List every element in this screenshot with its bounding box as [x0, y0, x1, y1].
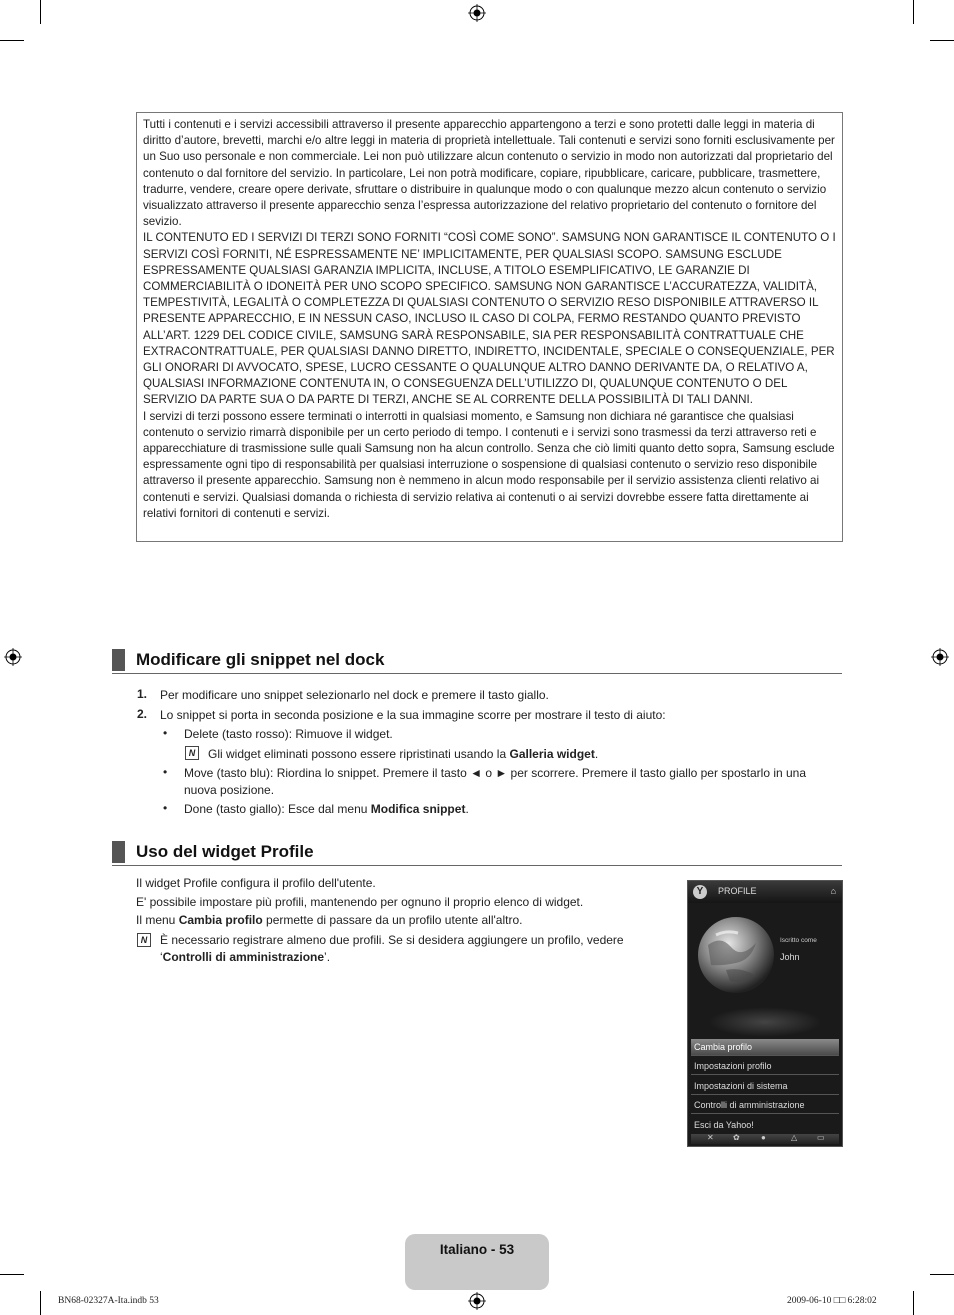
profile-widget-screenshot: [687, 880, 843, 1147]
bullet-text: Move (tasto blu): Riordina lo snippet. Premere il tasto ◄ o ► per scorrere. Premere il tasto giallo per spostarlo in una: [184, 766, 807, 780]
bullet: •: [163, 765, 168, 779]
disclaimer-paragraph: IL CONTENUTO ED I SERVIZI DI TERZI SONO FORNITI “COSÌ COME SONO”. SAMSUNG NON GARANTISCE IL CONTENUTO O I SERVIZI COSÌ FORNITI, NÉ ESPRESSAMENTE NE’ IMPLICITAMENTE, PER QUALSIASI SCOPO. SAMSUNG ESCLUDE ESPRESSAMENTE QUALSIASI GARANZIA IMPLICITA, INCLUSE, A TITOLO ESEMPLIFICATIVO, LE GARANZIE DI COMMERCIABILITÀ O IDONEITÀ PER UNO SCOPO SPECIFICO. SAMSUNG NON GARANTISCE L’ACCURATEZZA, VALIDITÀ, TEMPESTIVITÀ, LEGALITÀ O COMPLETEZZA DI QUALSIASI CONTENUTO O SERVIZIO RESO DISPONIBILE ATTRAVERSO IL PRESENTE APPARECCHIO, E IN NESSUN CASO, INCLUSO IL CASO DI COLPA, FERMO RESTANDO QUANTO PREVISTO ALL’ART. 1229 DEL CODICE CIVILE, SAMSUNG SARÀ RESPONSABILE, SIA PER RESPONSABILITÀ CONTRATTUALE CHE EXTRACONTRATTUALE, PER QUALSIASI DANNO DIRETTO, INDIRETTO, INCIDENTALE, SPECIALE O CONSEQUENZIALE, PER GLI ONORARI DI AVVOCATO, SPESE, LUCRO CESSANTE O QUALUNQUE ALTRO DANNO DERIVANTE DA, O RELATIVO A, QUALSIASI INFORMAZIONE CONTENUTA IN, O CONSEGUENZA DELL’UTILIZZO DI, QUALUNQUE CONTENUTO O DEL SERVIZIO DA PARTE SUA O DA PARTE DI TERZI, ANCHE SE AL CORRENTE DELLA POSSIBILITÀ DI TALI DANNI.: [143, 231, 836, 407]
menu-item-cambia-profilo[interactable]: Cambia profilo: [691, 1039, 839, 1056]
crop-mark: [930, 1274, 954, 1275]
section-bar: [112, 841, 125, 863]
step-number: 2.: [137, 707, 148, 721]
note-icon: N: [185, 746, 199, 760]
step-text: Lo snippet si porta in seconda posizione e la sua immagine scorre per mostrare il testo di aiuto:: [160, 708, 666, 722]
yahoo-logo-icon: Y: [693, 885, 707, 899]
registration-mark-icon: [468, 1292, 486, 1310]
crop-mark: [0, 1274, 24, 1275]
print-date: 2009-06-10 □□ 6:28:02: [787, 1296, 877, 1306]
section-title: Modificare gli snippet nel dock: [136, 650, 385, 669]
globe-avatar-icon: [696, 915, 776, 995]
crop-mark: [930, 40, 954, 41]
tv-icon[interactable]: ▭: [817, 1133, 825, 1142]
page-number-tab: [405, 1234, 549, 1290]
registration-mark-icon: [4, 648, 22, 666]
bullet-text: Delete (tasto rosso): Rimuove il widget.: [184, 727, 393, 741]
section-header: [112, 649, 842, 674]
crop-mark: [913, 0, 914, 24]
up-icon[interactable]: △: [791, 1133, 798, 1142]
menu-item-esci-yahoo[interactable]: Esci da Yahoo!: [694, 1120, 754, 1130]
signed-in-label: Iscritto come: [780, 937, 817, 944]
body-text: Il menu Cambia profilo permette di passare da un profilo utente all'altro.: [136, 913, 523, 927]
section-title: Uso del widget Profile: [136, 842, 314, 861]
crop-mark: [40, 1291, 41, 1315]
section-header: [112, 841, 842, 866]
menu-item-impostazioni-sistema[interactable]: Impostazioni di sistema: [691, 1078, 839, 1095]
disclaimer-paragraph: Tutti i contenuti e i servizi accessibili attraverso il presente apparecchio appartengono a terzi e sono protetti dalle leggi in materia di diritto d’autore, brevetti, marchi e/o altre leggi in materia di proprietà intellettuale. Tali contenuti e servizi sono forniti esclusivamente per un Suo uso personale e non commerciale. Lei non può utilizzare alcun contenuto o servizio in modo non autorizzati dal proprietario del contenuto o dal fornitore del servizio. In particolare, Lei non potrà modificare, copiare, ripubblicare, caricare, pubblicare, trasmettere, tradurre, vendere, creare opere derivate, sfruttare o distribuire in qualunque modo o con qualunque mezzo alcun contenuto o servizio visualizzato attraverso il presente apparecchio senza l’espressa autorizzazione del relativo proprietario del contenuto o fornitore del sevizio.: [143, 118, 835, 229]
note-text: È necessario registrare almeno due profili. Se si desidera aggiungere un profilo, vedere: [160, 933, 624, 947]
bullet: •: [163, 726, 168, 740]
note-text: Gli widget eliminati possono essere ripristinati usando la Galleria widget.: [208, 747, 599, 761]
note-text: ‘Controlli di amministrazione’.: [160, 950, 331, 964]
profile-header: [688, 881, 842, 903]
crop-mark: [913, 1291, 914, 1315]
crop-mark: [0, 40, 24, 41]
body-text: E' possibile impostare più profili, mantenendo per ognuno il proprio elenco di widget.: [136, 895, 584, 909]
home-icon: ⌂: [830, 886, 836, 896]
menu-item-impostazioni-profilo[interactable]: Impostazioni profilo: [691, 1058, 839, 1075]
step-text: Per modificare uno snippet selezionarlo nel dock e premere il tasto giallo.: [160, 688, 549, 702]
body-text: Il widget Profile configura il profilo dell'utente.: [136, 876, 376, 890]
step-number: 1.: [137, 687, 148, 701]
section-bar: [112, 649, 125, 671]
dock-bar: [691, 1134, 839, 1144]
profile-header-title: PROFILE: [718, 886, 757, 896]
file-info: BN68-02327A-Ita.indb 53: [58, 1296, 159, 1306]
globe-reflection: [708, 1007, 822, 1037]
crop-mark: [40, 0, 41, 24]
close-icon[interactable]: ✕: [707, 1133, 714, 1142]
menu-item-controlli-amministrazione[interactable]: Controlli di amministrazione: [691, 1097, 839, 1114]
note-icon: N: [137, 933, 151, 947]
disclaimer-box: [136, 112, 843, 542]
registration-mark-icon: [931, 648, 949, 666]
profile-user-name: John: [780, 952, 800, 962]
page-number: Italiano - 53: [439, 1242, 515, 1257]
registration-mark-icon: [468, 4, 486, 22]
disclaimer-paragraph: I servizi di terzi possono essere terminati o interrotti in qualsiasi momento, e Samsung non dichiara né garantisce che qualsiasi contenuto o servizio rimarrà disponibile per un certo periodo di tempo. I contenuti e i servizi sono trasmessi da terzi attraverso reti e apparecchiature di trasmissione sulle quali Samsung non ha alcun controllo. Senza che ciò limiti quanto detto sopra, Samsung esclude espressamente ogni tipo di responsabilità per qualsiasi interruzione o sospensione di qualsiasi contenuto o servizio reso disponibile attraverso il presente apparecchio. Samsung non è nemmeno in alcun modo responsabile per il servizio assistenza clienti relativo ai contenuti e servizi. Qualsiasi domanda o richiesta di servizio relativa ai contenuti o ai servizi dovrebbe essere fatta direttamente ai relativi fornitori di contenuti e servizi.: [143, 409, 835, 520]
bullet-text: Done (tasto giallo): Esce dal menu Modifica snippet.: [184, 802, 469, 816]
bullet-text: nuova posizione.: [184, 783, 275, 797]
gear-icon[interactable]: ✿: [733, 1133, 740, 1142]
bullet: •: [163, 801, 168, 815]
yahoo-dock-icon[interactable]: ●: [761, 1133, 766, 1142]
